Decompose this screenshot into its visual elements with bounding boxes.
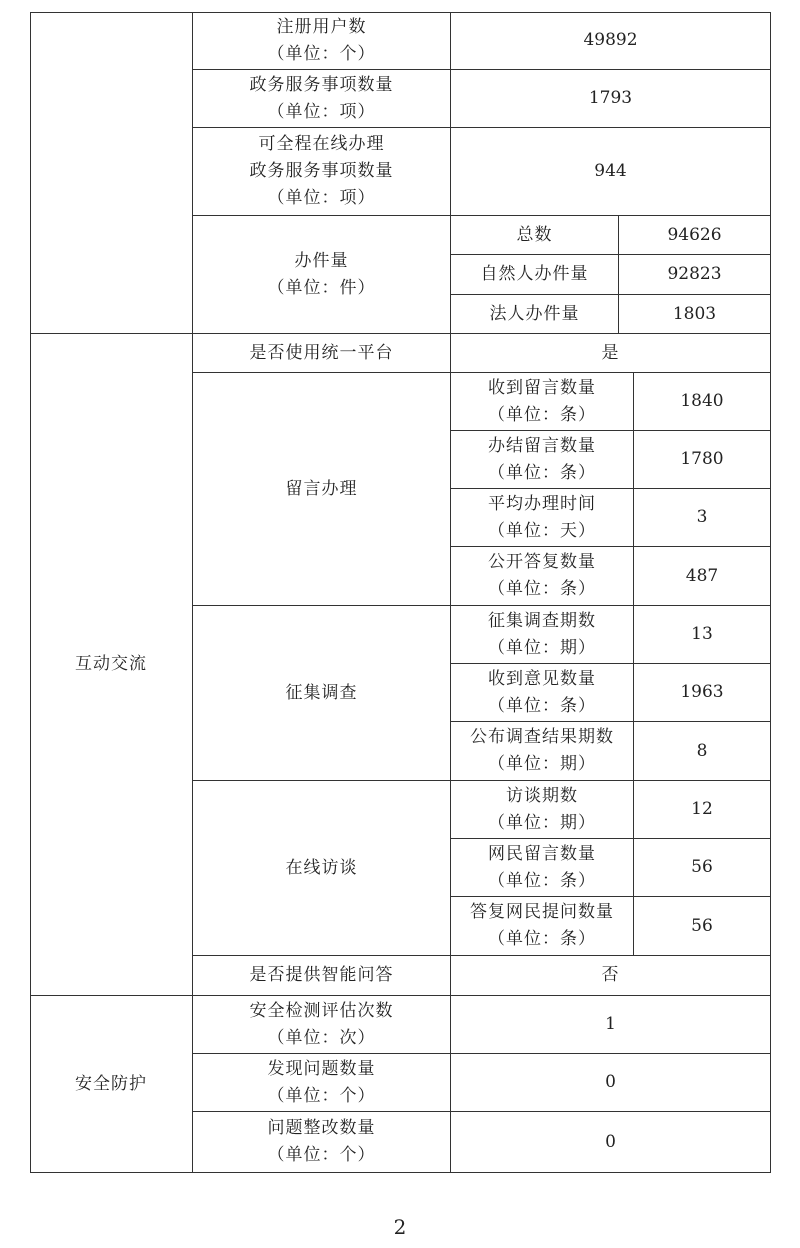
messages-row-value: 1840 <box>634 373 771 431</box>
cases-row-label: 自然人办件量 <box>451 255 619 295</box>
messages-row-value: 1780 <box>634 431 771 489</box>
cases-row-value: 1803 <box>619 295 771 334</box>
interview-label: 在线访谈 <box>193 781 451 956</box>
messages-row-label: 平均办理时间 （单位：天） <box>451 489 634 547</box>
interview-row-label: 答复网民提问数量 （单位：条） <box>451 897 634 956</box>
survey-row-value: 13 <box>634 606 771 664</box>
online-items-label: 可全程在线办理 政务服务事项数量 （单位：项） <box>193 128 451 216</box>
service-items-label: 政务服务事项数量 （单位：项） <box>193 70 451 128</box>
section-label-security <box>30 996 193 1173</box>
service-items-value: 1793 <box>451 70 771 128</box>
security-row-value: 0 <box>451 1054 771 1112</box>
messages-row-value: 3 <box>634 489 771 547</box>
page-number: 2 <box>393 1215 407 1239</box>
security-row-label: 安全检测评估次数 （单位：次） <box>193 996 451 1054</box>
interview-row-value: 56 <box>634 897 771 956</box>
interview-row-label: 访谈期数 （单位：期） <box>451 781 634 839</box>
survey-row-value: 8 <box>634 722 771 781</box>
interview-row-value: 56 <box>634 839 771 897</box>
security-row-label: 发现问题数量 （单位：个） <box>193 1054 451 1112</box>
interview-row-label: 网民留言数量 （单位：条） <box>451 839 634 897</box>
unified-platform-label: 是否使用统一平台 <box>193 334 451 373</box>
smart-qa-value: 否 <box>451 956 771 996</box>
section-label-text: 互动交流 <box>75 654 147 674</box>
unified-platform-value: 是 <box>451 334 771 373</box>
interview-row-value: 12 <box>634 781 771 839</box>
security-row-value: 0 <box>451 1112 771 1173</box>
survey-label: 征集调查 <box>193 606 451 781</box>
messages-row-label: 公开答复数量 （单位：条） <box>451 547 634 606</box>
survey-row-label: 收到意见数量 （单位：条） <box>451 664 634 722</box>
messages-row-value: 487 <box>634 547 771 606</box>
survey-row-value: 1963 <box>634 664 771 722</box>
survey-row-label: 征集调查期数 （单位：期） <box>451 606 634 664</box>
cases-row-label: 法人办件量 <box>451 295 619 334</box>
survey-row-label: 公布调查结果期数 （单位：期） <box>451 722 634 781</box>
online-items-value: 944 <box>451 128 771 216</box>
security-row-value: 1 <box>451 996 771 1054</box>
registered-users-value: 49892 <box>451 12 771 70</box>
section-cell-continued <box>30 12 193 334</box>
cases-label: 办件量 （单位：件） <box>193 216 451 334</box>
cases-row-value: 92823 <box>619 255 771 295</box>
cases-row-value: 94626 <box>619 216 771 255</box>
smart-qa-label: 是否提供智能问答 <box>193 956 451 996</box>
cases-row-label: 总数 <box>451 216 619 255</box>
messages-label: 留言办理 <box>193 373 451 606</box>
messages-row-label: 办结留言数量 （单位：条） <box>451 431 634 489</box>
section-label-text: 安全防护 <box>75 1073 147 1094</box>
security-row-label: 问题整改数量 （单位：个） <box>193 1112 451 1173</box>
section-label-interaction <box>30 334 193 996</box>
registered-users-label: 注册用户数 （单位：个） <box>193 12 451 70</box>
messages-row-label: 收到留言数量 （单位：条） <box>451 373 634 431</box>
